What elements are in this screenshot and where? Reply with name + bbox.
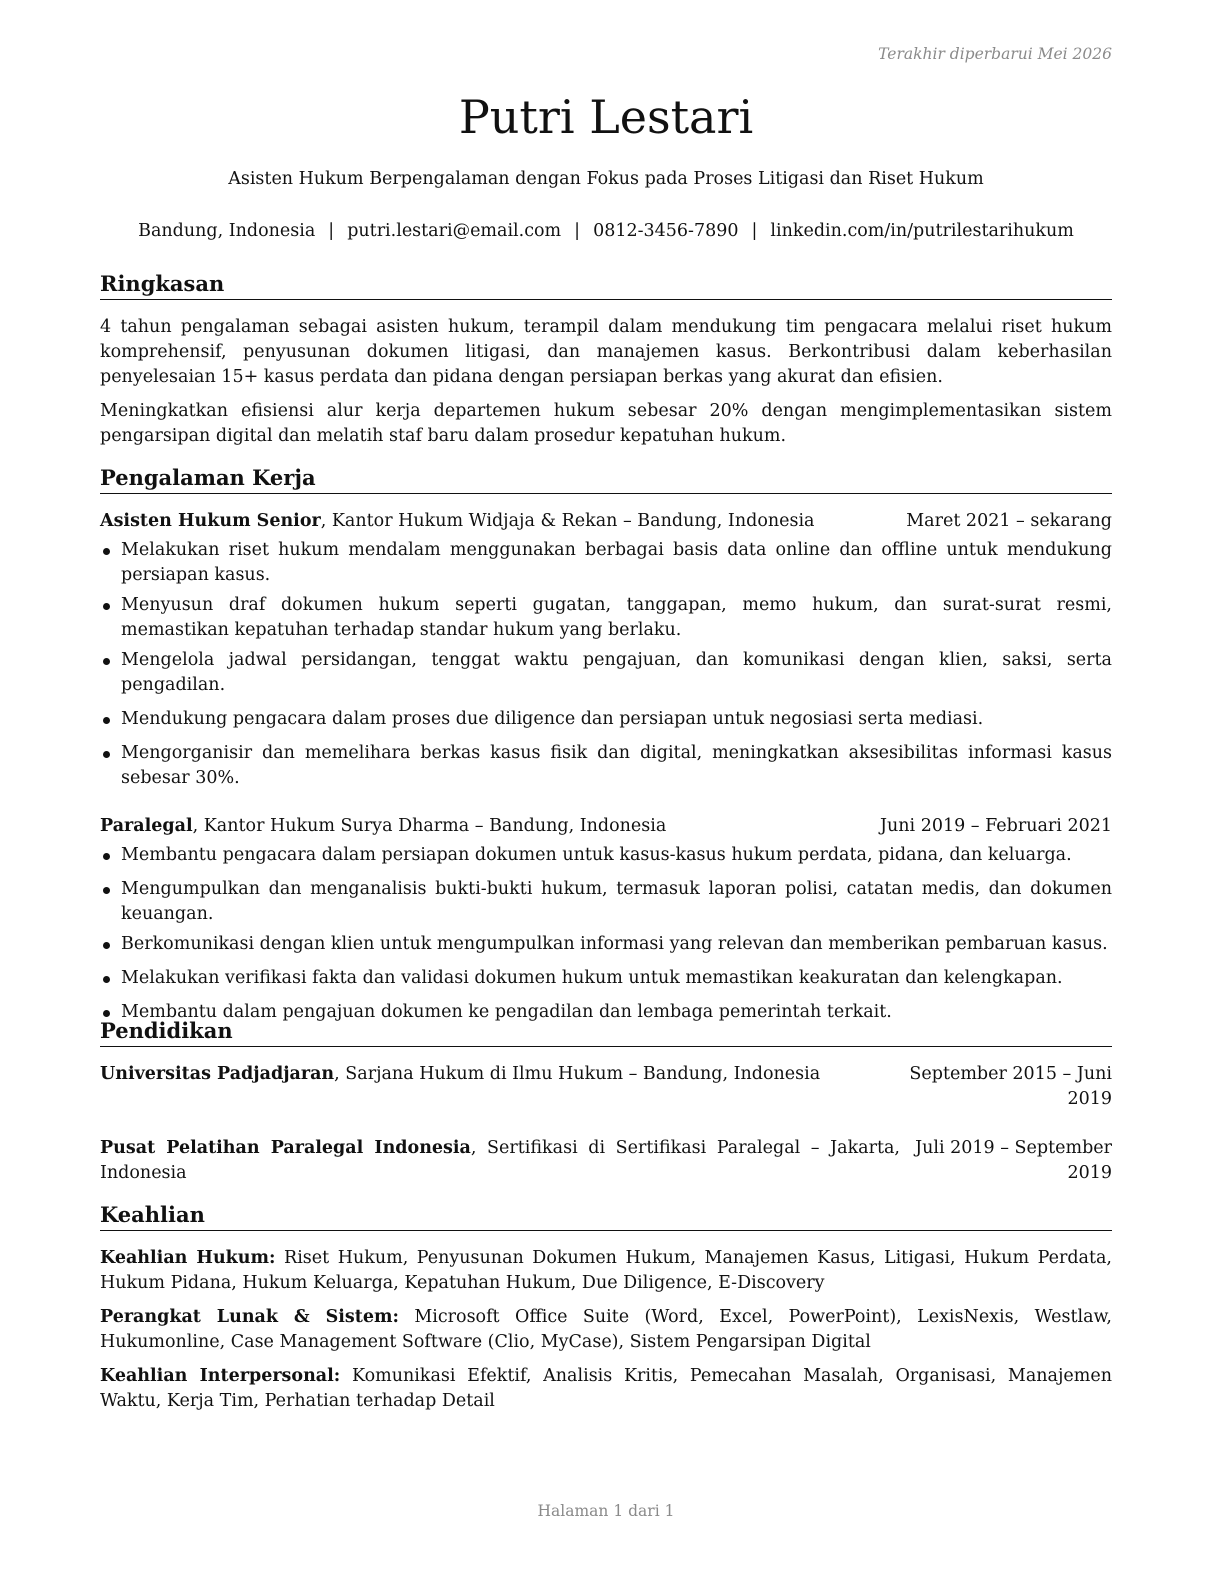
bullet-icon — [103, 1010, 110, 1017]
skill-group — [100, 1364, 1112, 1414]
experience-section — [100, 464, 1112, 1025]
education-detail: , Sertifikasi di Sertifikasi Paralegal – Jakarta, Indonesia — [100, 1138, 900, 1183]
job-entry — [100, 814, 1112, 1025]
list-item: Berkomunikasi dengan klien untuk mengumpulkan informasi yang relevan dan memberikan pembaruan kasus. — [100, 932, 1112, 957]
job-entry — [100, 509, 1112, 791]
list-item: Membantu dalam pengajuan dokumen ke pengadilan dan lembaga pemerintah terkait. — [100, 1000, 1112, 1025]
bullet-icon — [103, 853, 110, 860]
job-bullets — [100, 538, 1112, 791]
education-section — [100, 1017, 1112, 1186]
section-title-education: Pendidikan — [100, 1017, 1112, 1047]
list-item: Membantu pengacara dalam persiapan dokumen untuk kasus-kasus hukum perdata, pidana, dan keluarga. — [100, 843, 1112, 868]
contact-line — [100, 219, 1112, 243]
education-school: Universitas Padjadjaran — [100, 1064, 335, 1084]
job-dates: Juni 2019 – Februari 2021 — [879, 816, 1112, 836]
education-dates: Juli 2019 – September 2019 — [915, 1138, 1112, 1183]
education-entry — [100, 1062, 1112, 1112]
candidate-name: Putri Lestari — [458, 90, 754, 144]
section-title-summary: Ringkasan — [100, 270, 1112, 300]
job-title-line — [100, 814, 666, 839]
skills-section — [100, 1201, 1112, 1414]
bullet-icon — [103, 976, 110, 983]
job-bullets — [100, 843, 1112, 1025]
job-header — [100, 509, 1112, 534]
skill-label: Perangkat Lunak & Sistem: — [100, 1307, 399, 1327]
list-item: Mengumpulkan dan menganalisis bukti-bukti hukum, termasuk laporan polisi, catatan medis, dan dokumen keuangan. — [100, 877, 1112, 927]
job-organization: , Kantor Hukum Surya Dharma – Bandung, Indonesia — [192, 816, 667, 836]
skill-group — [100, 1305, 1112, 1355]
contact-separator: | — [328, 221, 335, 241]
contact-linkedin[interactable]: linkedin.com/in/putrilestarihukum — [770, 221, 1074, 241]
job-role: Paralegal — [100, 816, 193, 836]
education-institution-line — [100, 1136, 900, 1186]
contact-separator: | — [751, 221, 758, 241]
job-header — [100, 814, 1112, 839]
summary-paragraph-2: Meningkatkan efisiensi alur kerja departemen hukum sebesar 20% dengan mengimplementasikan sistem pengarsipan digital dan melatih staf baru dalam prosedur kepatuhan hukum. — [100, 401, 1112, 446]
job-title-line — [100, 509, 815, 534]
contact-email[interactable]: putri.lestari@email.com — [347, 221, 562, 241]
bullet-icon — [103, 887, 110, 894]
resume-page — [100, 0, 1112, 1584]
bullet-icon — [103, 603, 110, 610]
list-item: Melakukan riset hukum mendalam menggunakan berbagai basis data online dan offline untuk mendukung persiapan kasus. — [100, 538, 1112, 588]
list-item: Mengelola jadwal persidangan, tenggat waktu pengajuan, dan komunikasi dengan klien, saksi, serta pengadilan. — [100, 648, 1112, 698]
list-item: Melakukan verifikasi fakta dan validasi dokumen hukum untuk memastikan keakuratan dan kelengkapan. — [100, 966, 1112, 991]
bullet-icon — [103, 942, 110, 949]
education-school: Pusat Pelatihan Paralegal Indonesia — [100, 1138, 471, 1158]
skill-group — [100, 1246, 1112, 1296]
list-item: Mengorganisir dan memelihara berkas kasus fisik dan digital, meningkatkan aksesibilitas informasi kasus sebesar 30%. — [100, 741, 1112, 791]
job-dates: Maret 2021 – sekarang — [906, 511, 1112, 531]
skill-values: Microsoft Office Suite (Word, Excel, PowerPoint), LexisNexis, Westlaw, Hukumonline, Case Management Software (Clio, MyCase), Sistem Pengarsipan Digital — [100, 1307, 1112, 1352]
job-organization: , Kantor Hukum Widjaja & Rekan – Bandung, Indonesia — [320, 511, 815, 531]
skill-label: Keahlian Interpersonal: — [100, 1366, 341, 1386]
contact-location: Bandung, Indonesia — [138, 221, 316, 241]
education-institution-line — [100, 1062, 870, 1112]
skill-label: Keahlian Hukum: — [100, 1248, 276, 1268]
skill-values: Komunikasi Efektif, Analisis Kritis, Pemecahan Masalah, Organisasi, Manajemen Waktu, Kerja Tim, Perhatian terhadap Detail — [100, 1366, 1112, 1411]
contact-separator: | — [574, 221, 581, 241]
education-entry — [100, 1136, 1112, 1186]
bullet-icon — [103, 548, 110, 555]
contact-phone: 0812-3456-7890 — [593, 221, 739, 241]
headline: Asisten Hukum Berpengalaman dengan Fokus pada Proses Litigasi dan Riset Hukum — [228, 169, 984, 189]
bullet-icon — [103, 751, 110, 758]
section-title-experience: Pengalaman Kerja — [100, 464, 1112, 494]
skill-values: Riset Hukum, Penyusunan Dokumen Hukum, Manajemen Kasus, Litigasi, Hukum Perdata, Hukum Pidana, Hukum Keluarga, Kepatuhan Hukum, Due Diligence, E-Discovery — [100, 1248, 1112, 1293]
list-item: Menyusun draf dokumen hukum seperti gugatan, tanggapan, memo hukum, dan surat-surat resmi, memastikan kepatuhan terhadap standar hukum yang berlaku. — [100, 593, 1112, 643]
education-dates: September 2015 – Juni 2019 — [909, 1064, 1112, 1109]
page-number: Halaman 1 dari 1 — [537, 1502, 675, 1520]
summary-section — [100, 270, 1112, 449]
bullet-icon — [103, 717, 110, 724]
section-title-skills: Keahlian — [100, 1201, 1112, 1231]
summary-paragraph-1: 4 tahun pengalaman sebagai asisten hukum, terampil dalam mendukung tim pengacara melalui riset hukum komprehensif, penyusunan dokumen litigasi, dan manajemen kasus. Berkontribusi dalam keberhasilan penyelesaian 15+ kasus perdata dan pidana dengan persiapan berkas yang akurat dan efisien. — [100, 317, 1112, 387]
list-item: Mendukung pengacara dalam proses due diligence dan persiapan untuk negosiasi serta mediasi. — [100, 707, 1112, 732]
education-detail: , Sarjana Hukum di Ilmu Hukum – Bandung, Indonesia — [334, 1064, 821, 1084]
last-updated-note: Terakhir diperbarui Mei 2026 — [878, 45, 1112, 63]
bullet-icon — [103, 658, 110, 665]
job-role: Asisten Hukum Senior — [100, 511, 321, 531]
